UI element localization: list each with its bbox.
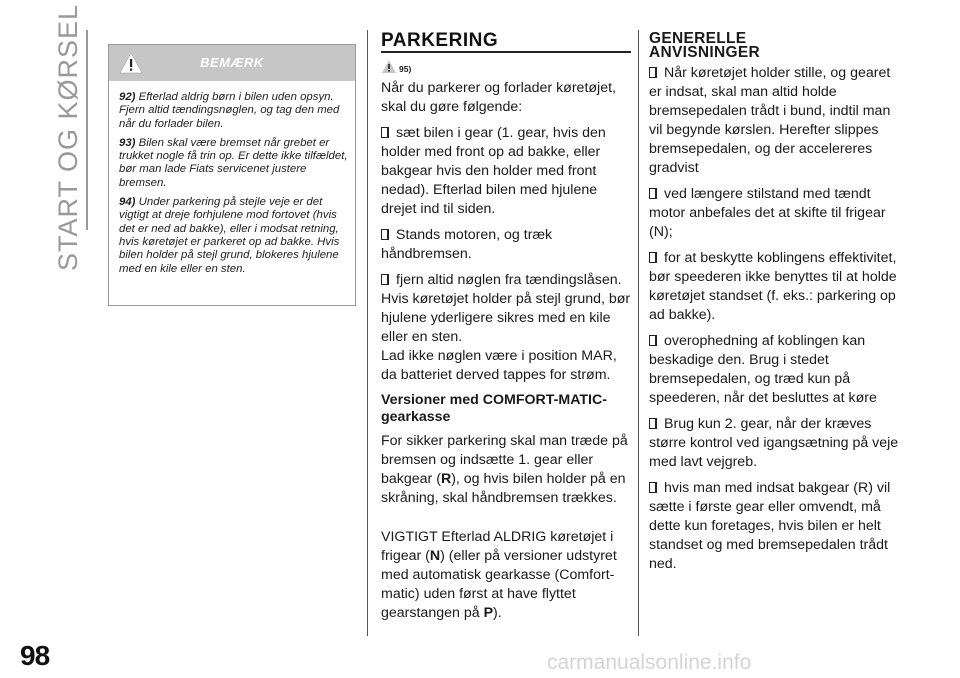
bullet-icon (649, 482, 657, 493)
notice-body (109, 81, 355, 276)
warning-reference: 95) (381, 57, 631, 79)
parkering-section (381, 32, 631, 630)
parkering-heading: PARKERING (381, 30, 499, 51)
bullet-icon (649, 335, 657, 346)
paragraph: Lad ikke nøglen være i position MAR, da batteriet derved tappes for strøm. (381, 348, 617, 383)
warning-triangle-icon (381, 59, 397, 74)
list-item: overophedning af koblingen kan beskadige den. Brug i stedet bremsepedalen, og træd kun på speederen, når det besluttes at køre (649, 333, 877, 406)
parkering-intro: Når du parkerer og forlader køretøjet, skal du gøre følgende: (381, 80, 616, 115)
bullet-icon (649, 67, 657, 78)
generelle-heading: GENERELLE ANVISNINGER (649, 30, 760, 61)
list-item: Brug kun 2. gear, når der kræves større kontrol ved igangsætning på veje med lavt vejgreb. (649, 416, 899, 470)
page-number: 98 (20, 640, 50, 671)
notice-item: 94) Under parkering på stejle veje er det vigtigt at dreje forhjulene mod fortovet (hvis det er ned ad bakke), eller i modsat retning, hvis køretøjet er parkeret op ad bakke. Hvis bilen holder på stejl grund, blokeres hjulene med en kile eller en sten. (119, 196, 340, 275)
list-item: sæt bilen i gear (1. gear, hvis den holder med front op ad bakke, eller bakgear hvis den holder med front nedad). Efterlad bilen med hjulene drejet ind til siden. (381, 125, 606, 217)
list-item: fjern altid nøglen fra tændingslåsen. (381, 271, 631, 290)
generelle-section (649, 32, 904, 581)
list-item: ved længere stilstand med tændt motor anbefales det at skifte til frigear (N); (649, 186, 886, 240)
notice-item: 93) Bilen skal være bremset når grebet er trukket nogle få trin op. Er dette ikke tilfældet, bør man lade Fiats servicenet justere bremsen. (119, 136, 348, 189)
watermark: carmanualsonline.info (547, 651, 752, 674)
bullet-icon (649, 252, 657, 263)
heading-rule (381, 51, 631, 53)
column-divider-1 (367, 30, 368, 636)
list-item: Stands motoren, og træk håndbremsen. (381, 227, 553, 262)
notice-item: 92) Efterlad aldrig børn i bilen uden opsyn. Fjern altid tændingsnøglen, og tag den med når du forlader bilen. (119, 91, 340, 130)
section-rule (86, 30, 88, 230)
bullet-icon (649, 418, 657, 429)
paragraph: For sikker parkering skal man træde på bremsen og indsætte 1. gear eller bakgear (R), og hvis bilen holder på en skråning, skal håndbremsen trækkes. (381, 433, 628, 506)
paragraph: VIGTIGT Efterlad ALDRIG køretøjet i frigear (N) (eller på versioner udstyret med automatisk gearkasse (Comfort-matic) uden først at have flyttet gearstangen på P). (381, 529, 617, 621)
list-item: for at beskytte koblingens effektivitet, bør speederen ikke benyttes til at holde køretøjet standset (f. eks.: parkering op ad bakke). (649, 250, 897, 323)
bullet-icon (381, 229, 389, 240)
notice-header (109, 45, 355, 81)
section-title: START OG KØRSEL (53, 3, 84, 272)
bullet-icon (381, 127, 389, 138)
notice-box (108, 44, 356, 306)
notice-title: BEMÆRK (200, 55, 264, 70)
list-item: Når køretøjet holder stille, og gearet er indsat, skal man altid holde bremsepedalen trådt i bund, indtil man vil begynde kørslen. Herefter slippes bremsepedalen, og der accelereres gradvist (649, 65, 891, 176)
bullet-icon (649, 188, 657, 199)
bullet-icon (381, 274, 389, 285)
comfortmatic-heading: Versioner med COMFORT-MATIC-gearkasse (381, 392, 607, 425)
paragraph: Hvis køretøjet holder på stejl grund, bør hjulene yderligere sikres med en kile eller en sten. (381, 291, 631, 345)
column-divider-2 (638, 30, 639, 636)
list-item: hvis man med indsat bakgear (R) vil sætte i første gear eller omvendt, må dette kun foretages, hvis bilen er helt standset og med bremsepedalen trådt ned. (649, 480, 891, 572)
